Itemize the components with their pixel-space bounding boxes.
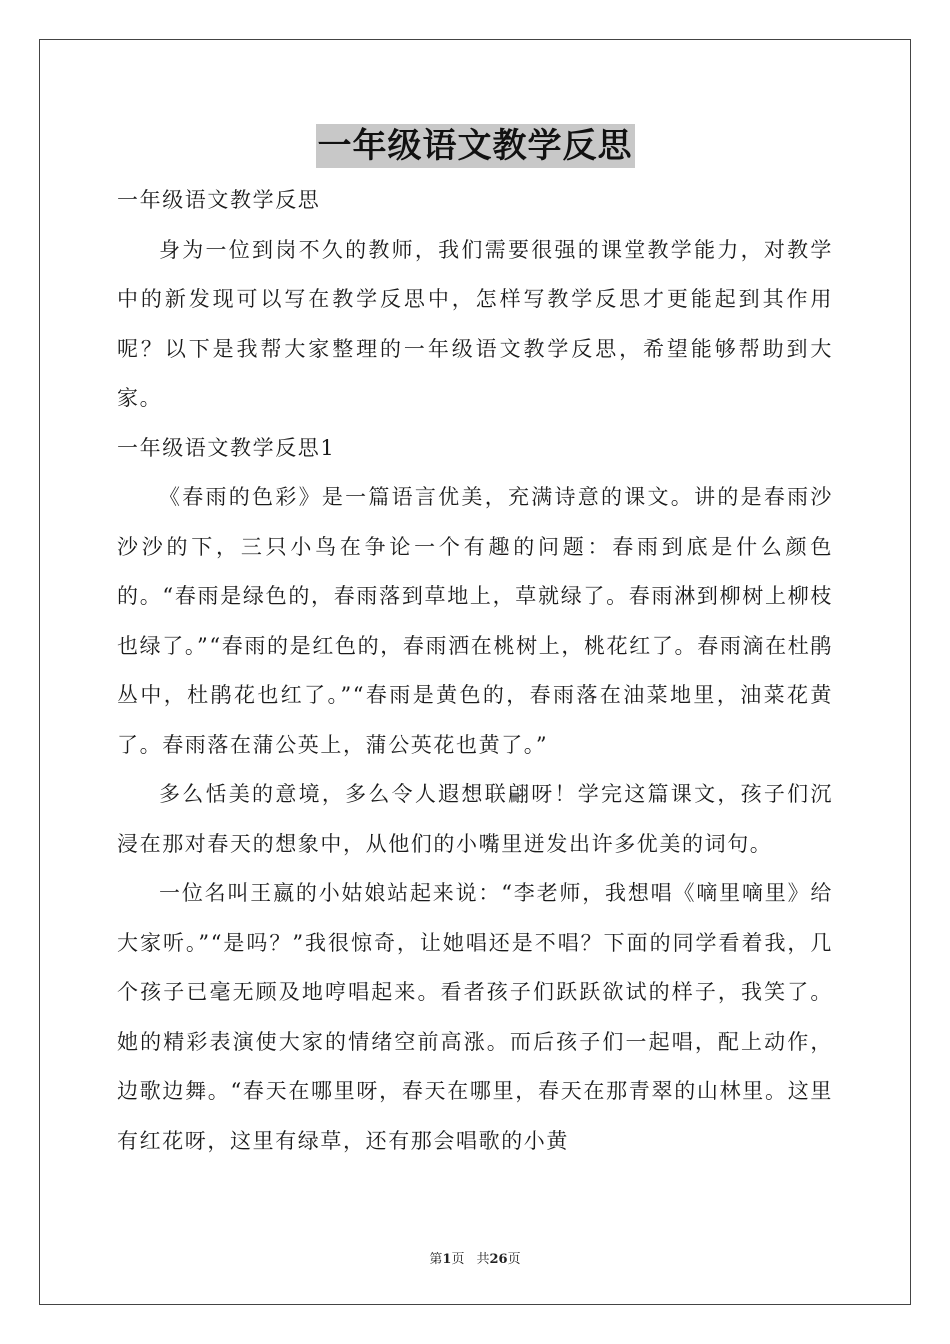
body-paragraph-1: 《春雨的色彩》是一篇语言优美，充满诗意的课文。讲的是春雨沙沙沙的下，三只小鸟在争论一个有趣的问题：春雨到底是什么颜色的。“春雨是绿色的，春雨落到草地上，草就绿了。春雨淋到柳树上柳枝也绿了。”“春雨的是红色的，春雨洒在桃树上，桃花红了。春雨滴在杜鹃丛中，杜鹃花也红了。”“春雨是黄色的，春雨落在油菜地里，油菜花黄了。春雨落在蒲公英上，蒲公英花也黄了。”	[117, 485, 833, 757]
body-paragraph-2: 多么恬美的意境，多么令人遐想联翩呀！学完这篇课文，孩子们沉浸在那对春天的想象中，从他们的小嘴里迸发出许多优美的词句。	[117, 782, 833, 856]
document-title: 一年级语文教学反思	[317, 126, 633, 166]
total-suffix: 页	[507, 1252, 521, 1267]
total-page-number: 26	[489, 1252, 508, 1267]
body-paragraph-3: 一位名叫王嬴的小姑娘站起来说：“李老师，我想唱《嘀里嘀里》给大家听。”“是吗？”我很惊奇，让她唱还是不唱？下面的同学看着我，几个孩子已毫无顾及地哼唱起来。看者孩子们跃跃欲试的样子，我笑了。她的精彩表演使大家的情绪空前高涨。而后孩子们一起唱，配上动作，边歌边舞。“春天在哪里呀，春天在哪里，春天在那青翠的山林里。这里有红花呀，这里有绿草，还有那会唱歌的小黄	[117, 881, 833, 1153]
document-body	[117, 176, 833, 1166]
intro-paragraph: 身为一位到岗不久的教师，我们需要很强的课堂教学能力，对教学中的新发现可以写在教学反思中，怎样写教学反思才更能起到其作用呢？以下是我帮大家整理的一年级语文教学反思，希望能够帮助到大家。	[117, 237, 833, 410]
page-footer	[0, 1248, 950, 1267]
current-page-number: 1	[442, 1252, 452, 1267]
section-heading: 一年级语文教学反思1	[117, 435, 336, 460]
title-container	[0, 124, 950, 168]
page-prefix: 第	[429, 1252, 443, 1267]
total-prefix: 共	[476, 1252, 490, 1267]
subtitle-line: 一年级语文教学反思	[117, 188, 321, 212]
page-mid: 页	[451, 1252, 465, 1267]
